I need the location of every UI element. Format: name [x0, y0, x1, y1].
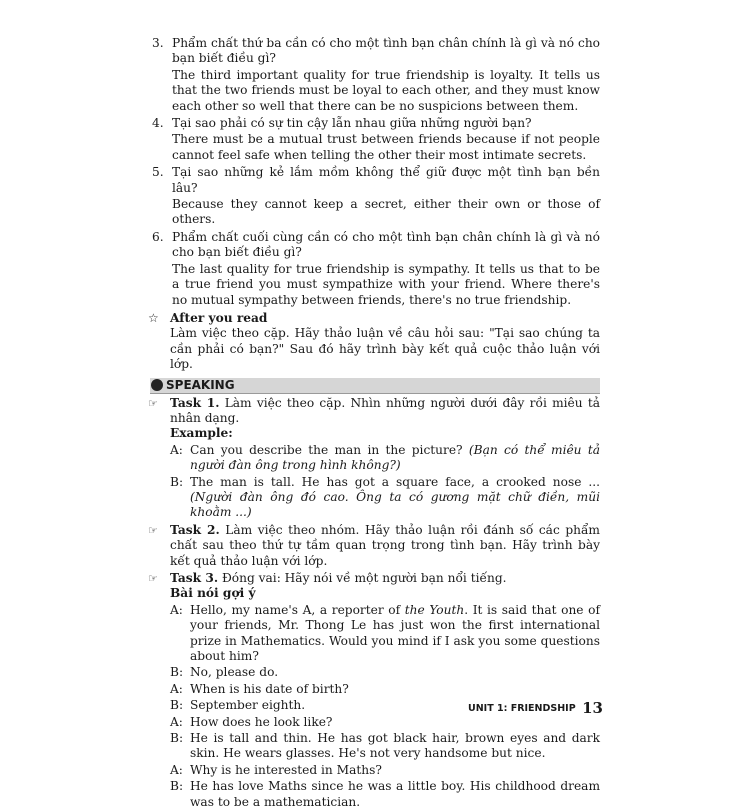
sample-speech-label: Bài nói gợi ý [170, 586, 256, 601]
dialogue-line [150, 779, 600, 810]
page-content [150, 36, 600, 810]
star-icon: ☆ [148, 310, 159, 325]
page-number: 13 [582, 699, 603, 717]
dialogue-text: Can you describe the man in the picture? [190, 442, 463, 457]
unit-title: UNIT 1: FRIENDSHIP [468, 703, 576, 714]
dialogue-line [150, 682, 600, 697]
dialogue-text: September eighth. [190, 698, 306, 713]
question-number: 6. [152, 229, 164, 244]
task-1-label: Task 1. [170, 395, 220, 410]
speaker-label: A: [170, 762, 183, 777]
task-3 [150, 571, 600, 586]
question-number: 4. [152, 116, 164, 131]
dialogue-line [150, 603, 600, 665]
dialogue-line [150, 763, 600, 778]
pointing-hand-icon: ☞ [148, 396, 158, 410]
dialogue-text: No, please do. [190, 665, 279, 680]
translation-note: (Bạn có thể miêu tả người đàn ông trong hình không?) [190, 442, 600, 473]
question-text: Tại sao những kẻ lắm mồm không thể giữ được một tình bạn bền lâu? [172, 165, 600, 195]
question-item [150, 230, 600, 308]
speaker-label: A: [170, 714, 183, 729]
dialogue-text: Why is he interested in Maths? [190, 762, 382, 777]
answer-text: Because they cannot keep a secret, either their own or those of others. [172, 197, 600, 227]
question-text: Tại sao phải có sự tin cậy lẫn nhau giữa những người bạn? [172, 116, 532, 131]
question-item [150, 36, 600, 114]
question-number: 3. [152, 36, 164, 50]
dialogue-text: He has love Maths since he was a little boy. His childhood dream was to be a mathematician. [190, 779, 600, 809]
dialogue-line [150, 475, 600, 521]
speaker-label: B: [170, 731, 184, 746]
task-2 [150, 523, 600, 569]
answer-text: The last quality for true friendship is sympathy. It tells us that to be a true friend you must sympathize with your friend. Where there's no mutual sympathy between friends, there's no true friendship. [172, 261, 600, 307]
task-3-text: Đóng vai: Hãy nói về một người bạn nổi tiếng. [221, 571, 507, 585]
dialogue-text: The man is tall. He has got a square face, a crooked nose ... [190, 474, 600, 489]
speaker-label: A: [170, 681, 183, 696]
question-text: Phẩm chất cuối cùng cần có cho một tình bạn chân chính là gì và nó cho bạn biết điều gì? [172, 229, 600, 260]
task-1 [150, 396, 600, 427]
speaker-label: A: [170, 442, 183, 457]
dialogue-line [150, 443, 600, 474]
newspaper-name: the Youth [404, 602, 465, 617]
pointing-hand-icon: ☞ [148, 523, 158, 537]
task-1-text: Làm việc theo cặp. Nhìn những người dưới đây rồi miêu tả nhân dạng. [170, 395, 601, 425]
dialogue-text: He is tall and thin. He has got black hair, brown eyes and dark skin. He wears glasses. He's not very handsome but nice. [190, 731, 600, 761]
after-read-body: Làm việc theo cặp. Hãy thảo luận về câu hỏi sau: "Tại sao chúng ta cần phải có bạn?" Sau đó hãy trình bày kết quả cuộc thảo luận với lớp. [170, 326, 600, 372]
after-read-title: After you read [170, 310, 268, 325]
speaker-label: B: [170, 698, 184, 713]
speaker-label: B: [170, 779, 184, 794]
example-label: Example: [170, 426, 233, 441]
task-3-label: Task 3. [170, 571, 219, 585]
question-text: Phẩm chất thứ ba cần có cho một tình bạn chân chính là gì và nó cho bạn biết điều gì? [172, 36, 600, 66]
dialogue-line [150, 731, 600, 762]
page-footer [468, 700, 603, 716]
question-item [150, 165, 600, 228]
speaker-bullet-icon [151, 379, 163, 391]
task-2-label: Task 2. [170, 522, 220, 537]
speaker-label: A: [170, 602, 183, 617]
after-read-heading [150, 311, 600, 326]
dialogue-text: Hello, my name's A, a reporter of [190, 602, 405, 617]
translation-note: (Người đàn ông đó cao. Ông ta có gương mặt chữ điền, mũi khoằm ...) [190, 489, 600, 520]
answer-text: The third important quality for true friendship is loyalty. It tells us that the two friends must be loyal to each other, and they must know each other so well that there can be no suspicions between them. [172, 67, 600, 113]
pointing-hand-icon: ☞ [148, 572, 158, 585]
speaker-label: B: [170, 665, 184, 680]
speaking-section-bar [150, 378, 600, 394]
dialogue-line [150, 665, 600, 680]
dialogue-text: When is his date of birth? [190, 681, 349, 696]
speaking-heading: SPEAKING [166, 377, 235, 392]
answer-text: There must be a mutual trust between friends because if not people cannot feel safe when telling the other their most intimate secrets. [172, 132, 600, 162]
speaker-label: B: [170, 474, 184, 489]
dialogue-line [150, 715, 600, 730]
dialogue-text-cont: . It is said that one of your friends, Mr. Thong Le has just won the first international prize in Mathematics. Would you mind if I ask you some questions about him? [190, 602, 600, 664]
dialogue-text: How does he look like? [190, 714, 333, 729]
question-number: 5. [152, 165, 164, 180]
question-item [150, 116, 600, 163]
task-2-text: Làm việc theo nhóm. Hãy thảo luận rồi đánh số các phẩm chất sau theo thứ tự tầm quan trọng trong tình bạn. Hãy trình bày kết quả thảo luận với lớp. [170, 522, 600, 568]
